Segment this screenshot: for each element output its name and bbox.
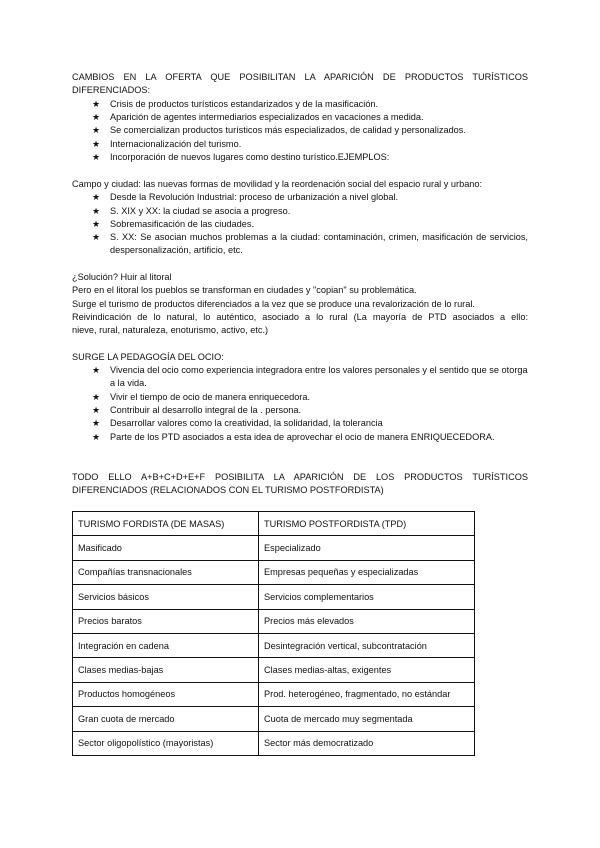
star-icon: ★	[92, 418, 101, 428]
section3-line: nieve, rural, naturaleza, enoturismo, activo, etc.)	[72, 325, 269, 335]
list-item: Se comercializan productos turísticos más especializados, de calidad y personalizados.	[110, 125, 466, 135]
table-cell: Integración en cadena	[73, 633, 259, 657]
table-row	[73, 707, 475, 731]
section3-line: Reivindicación de lo natural, lo auténtico, asociado a lo rural (La mayoría de PTD asociados a ello:	[72, 312, 528, 322]
table-row	[73, 585, 475, 609]
list-item: Vivencia del ocio como experiencia integradora entre los valores personales y el sentido que se otorga a la vida.	[110, 365, 528, 389]
table-row	[73, 682, 475, 706]
list-item: Incorporación de nuevos lugares como destino turístico.EJEMPLOS:	[110, 152, 390, 162]
table-cell: Servicios complementarios	[259, 585, 475, 609]
star-icon: ★	[92, 232, 101, 242]
list-item: Aparición de agentes intermediarios especializados en vacaciones a medida.	[110, 112, 424, 122]
table-row	[73, 633, 475, 657]
table-cell: Desintegración vertical, subcontratación	[259, 633, 475, 657]
star-icon: ★	[92, 99, 101, 109]
table-row	[73, 658, 475, 682]
table-row	[73, 536, 475, 560]
section3-line: Pero en el litoral los pueblos se transforman en ciudades y "copian" su problemática.	[72, 285, 417, 295]
table-row	[73, 731, 475, 755]
list-item: Internacionalización del turismo.	[110, 139, 242, 149]
section5-line: TODO ELLO A+B+C+D+E+F POSIBILITA LA APARICIÓN DE LOS PRODUCTOS TURÍSTICOS	[72, 472, 528, 482]
table-cell: Productos homogéneos	[73, 682, 259, 706]
star-icon: ★	[92, 112, 101, 122]
section4-heading: SURGE LA PEDAGOGÍA DEL OCIO:	[72, 352, 224, 362]
table-header-cell: TURISMO POSTFORDISTA (TPD)	[259, 512, 475, 536]
list-item: S. XIX y XX: la ciudad se asocia a progreso.	[110, 206, 291, 216]
table-cell: Masificado	[73, 536, 259, 560]
table-cell: Clases medias-bajas	[73, 658, 259, 682]
section3-line: Surge el turismo de productos diferenciados a la vez que se produce una revalorización de lo rural.	[72, 299, 475, 309]
section2-heading: Campo y ciudad: las nuevas formas de movilidad y la reordenación social del espacio rural y urbano:	[72, 179, 483, 189]
table-cell: Empresas pequeñas y especializadas	[259, 560, 475, 584]
table-cell: Precios más elevados	[259, 609, 475, 633]
star-icon: ★	[92, 206, 101, 216]
section1-heading: CAMBIOS EN LA OFERTA QUE POSIBILITAN LA APARICIÓN DE PRODUCTOS TURÍSTICOS	[72, 72, 528, 82]
section5-line: DIFERENCIADOS (RELACIONADOS CON EL TURISMO POSTFORDISTA)	[72, 485, 384, 495]
section3-line: ¿Solución? Huir al litoral	[72, 272, 172, 282]
table-cell: Prod. heterogéneo, fragmentado, no estándar	[259, 682, 475, 706]
table-cell: Sector más democratizado	[259, 731, 475, 755]
star-icon: ★	[92, 219, 101, 229]
table-row	[73, 609, 475, 633]
table-cell: Especializado	[259, 536, 475, 560]
list-item: Desarrollar valores como la creatividad, la solidaridad, la tolerancia	[110, 418, 383, 428]
star-icon: ★	[92, 405, 101, 415]
star-icon: ★	[92, 392, 101, 402]
table-row	[73, 560, 475, 584]
star-icon: ★	[92, 192, 101, 202]
table-cell: Servicios básicos	[73, 585, 259, 609]
table-cell: Sector oligopolístico (mayoristas)	[73, 731, 259, 755]
list-item: S. XX: Se asocian muchos problemas a la ciudad: contaminación, crimen, masificación de servicios, despersonalización, artificio, etc.	[110, 232, 528, 256]
star-icon: ★	[92, 365, 101, 375]
list-item: Desde la Revolución Industrial: proceso de urbanización a nivel global.	[110, 192, 399, 202]
star-icon: ★	[92, 432, 101, 442]
comparison-table	[72, 511, 475, 756]
list-item: Sobremasificación de las ciudades.	[110, 219, 255, 229]
star-icon: ★	[92, 139, 101, 149]
table-cell: Precios baratos	[73, 609, 259, 633]
table-cell: Gran cuota de mercado	[73, 707, 259, 731]
table-header-row	[73, 512, 475, 536]
table-cell: Clases medias-altas, exigentes	[259, 658, 475, 682]
table-cell: Compañías transnacionales	[73, 560, 259, 584]
star-icon: ★	[92, 125, 101, 135]
list-item: Contribuir al desarrollo integral de la . persona.	[110, 405, 301, 415]
list-item: Vivir el tiempo de ocio de manera enriquecedora.	[110, 392, 311, 402]
table-cell: Cuota de mercado muy segmentada	[259, 707, 475, 731]
list-item: Crisis de productos turísticos estandarizados y de la masificación.	[110, 99, 379, 109]
star-icon: ★	[92, 152, 101, 162]
section1-heading-cont: DIFERENCIADOS:	[72, 85, 151, 95]
list-item: Parte de los PTD asociados a esta idea de aprovechar el ocio de manera ENRIQUECEDORA.	[110, 432, 495, 442]
table-header-cell: TURISMO FORDISTA (DE MASAS)	[73, 512, 259, 536]
